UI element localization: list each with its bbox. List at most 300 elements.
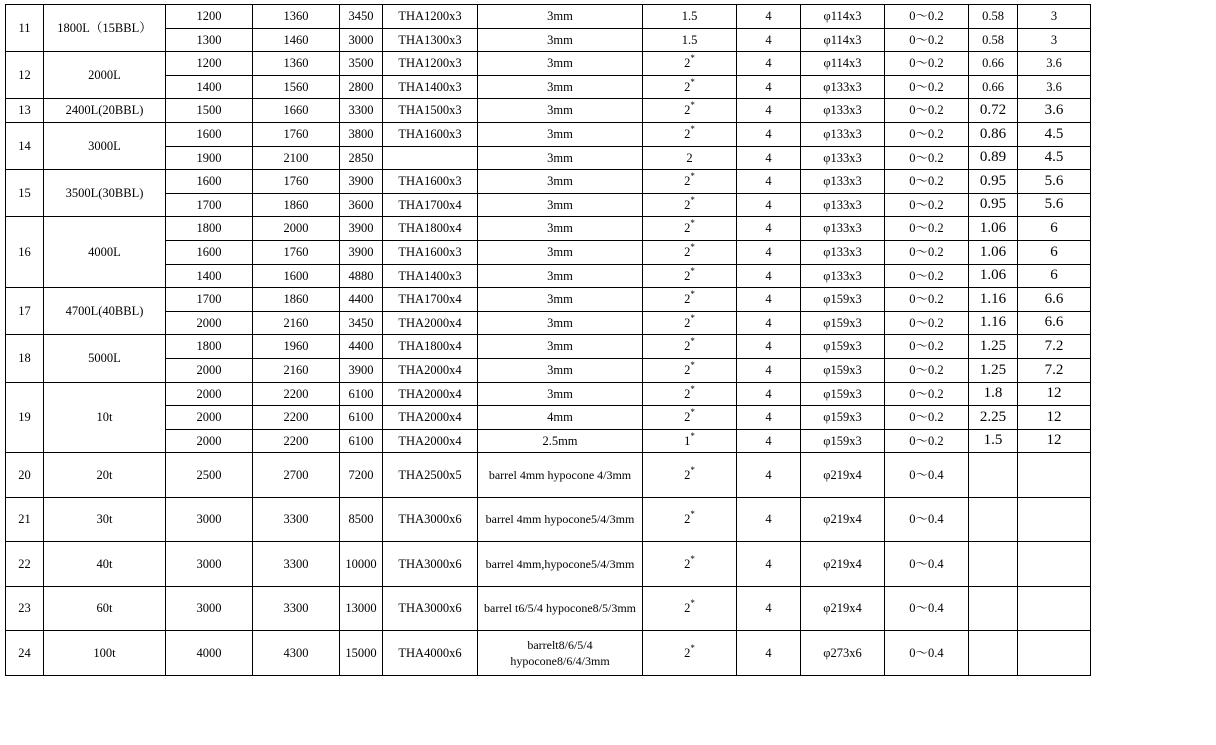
cell-legs: 4 — [737, 335, 801, 359]
cell-legs: 4 — [737, 311, 801, 335]
cell-pipe: φ273x6 — [801, 631, 885, 676]
cell-power: 1.8 — [969, 382, 1018, 406]
pressure-note-mark: * — [690, 360, 695, 371]
cell-power — [969, 497, 1018, 542]
pressure-value: 2 — [684, 197, 691, 212]
pressure-note-mark: * — [690, 194, 695, 205]
cell-outer-diameter: 2200 — [253, 406, 340, 430]
cell-range: 0～0.2 — [885, 382, 969, 406]
pressure-note-mark: * — [690, 312, 695, 323]
cell-pipe: φ219x4 — [801, 586, 885, 631]
cell-range: 0～0.2 — [885, 264, 969, 288]
pressure-note-mark: * — [690, 171, 695, 182]
cell-outer-diameter: 1360 — [253, 5, 340, 29]
cell-height: 10000 — [340, 542, 383, 587]
cell-model: 40t — [44, 542, 166, 587]
table-row — [6, 382, 1091, 406]
cell-pipe: φ159x3 — [801, 311, 885, 335]
pressure-value: 2 — [684, 79, 691, 94]
cell-weight: 7.2 — [1018, 335, 1091, 359]
cell-legs: 4 — [737, 217, 801, 241]
cell-head: THA1400x3 — [383, 75, 478, 99]
cell-head: THA1600x3 — [383, 240, 478, 264]
table-row — [6, 358, 1091, 382]
cell-weight: 6.6 — [1018, 288, 1091, 312]
pressure-note-mark: * — [690, 509, 695, 520]
pressure-value: 2 — [684, 56, 691, 71]
cell-thickness: 3mm — [478, 52, 643, 76]
cell-range: 0～0.2 — [885, 406, 969, 430]
cell-weight: 4.5 — [1018, 146, 1091, 170]
cell-power — [969, 631, 1018, 676]
cell-power: 0.95 — [969, 193, 1018, 217]
pressure-note-mark: * — [690, 265, 695, 276]
cell-thickness: 3mm — [478, 311, 643, 335]
cell-power — [969, 542, 1018, 587]
cell-no: 13 — [6, 99, 44, 123]
cell-weight: 3.6 — [1018, 75, 1091, 99]
pressure-value: 2 — [684, 339, 691, 354]
cell-thickness: barrel 4mm hypocone5/4/3mm — [478, 497, 643, 542]
pressure-value: 2 — [686, 150, 693, 165]
cell-height: 3900 — [340, 217, 383, 241]
cell-power: 0.95 — [969, 170, 1018, 194]
cell-outer-diameter: 1460 — [253, 28, 340, 52]
pressure-value: 1.5 — [681, 32, 698, 47]
cell-no: 14 — [6, 122, 44, 169]
cell-range: 0～0.2 — [885, 170, 969, 194]
cell-diameter: 1800 — [166, 217, 253, 241]
cell-outer-diameter: 2100 — [253, 146, 340, 170]
cell-weight — [1018, 542, 1091, 587]
cell-weight: 5.6 — [1018, 193, 1091, 217]
cell-thickness: 4mm — [478, 406, 643, 430]
pressure-note-mark: * — [690, 218, 695, 229]
cell-weight: 3 — [1018, 5, 1091, 29]
pressure-value: 2 — [684, 268, 691, 283]
cell-height: 3800 — [340, 122, 383, 146]
cell-no: 23 — [6, 586, 44, 631]
cell-height: 3000 — [340, 28, 383, 52]
cell-pressure — [643, 311, 737, 335]
cell-model: 30t — [44, 497, 166, 542]
cell-thickness: 3mm — [478, 170, 643, 194]
cell-weight — [1018, 453, 1091, 498]
cell-no: 15 — [6, 170, 44, 217]
pressure-note-mark: * — [690, 242, 695, 253]
cell-thickness: 3mm — [478, 146, 643, 170]
cell-diameter: 1200 — [166, 52, 253, 76]
cell-diameter: 2500 — [166, 453, 253, 498]
cell-power: 2.25 — [969, 406, 1018, 430]
cell-model: 3500L(30BBL) — [44, 170, 166, 217]
cell-pipe: φ219x4 — [801, 497, 885, 542]
cell-model: 5000L — [44, 335, 166, 382]
cell-pipe: φ219x4 — [801, 453, 885, 498]
cell-head: THA1700x4 — [383, 288, 478, 312]
pressure-note-mark: * — [690, 76, 695, 87]
cell-legs: 4 — [737, 631, 801, 676]
cell-pressure — [643, 264, 737, 288]
cell-thickness: 3mm — [478, 240, 643, 264]
pressure-value: 2 — [684, 645, 691, 660]
pressure-value: 2 — [684, 601, 691, 616]
cell-thickness: barrel 4mm,hypocone5/4/3mm — [478, 542, 643, 587]
cell-range: 0～0.2 — [885, 75, 969, 99]
cell-weight — [1018, 497, 1091, 542]
cell-pipe: φ219x4 — [801, 542, 885, 587]
spec-table-body — [6, 5, 1091, 676]
cell-weight: 6 — [1018, 217, 1091, 241]
cell-no: 17 — [6, 288, 44, 335]
cell-height: 15000 — [340, 631, 383, 676]
cell-pressure — [643, 240, 737, 264]
cell-range: 0～0.2 — [885, 429, 969, 453]
cell-pipe: φ159x3 — [801, 358, 885, 382]
cell-model: 4700L(40BBL) — [44, 288, 166, 335]
cell-height: 3900 — [340, 358, 383, 382]
cell-weight: 12 — [1018, 406, 1091, 430]
cell-power: 0.89 — [969, 146, 1018, 170]
table-row — [6, 311, 1091, 335]
cell-range: 0～0.2 — [885, 52, 969, 76]
cell-pressure — [643, 170, 737, 194]
cell-outer-diameter: 4300 — [253, 631, 340, 676]
table-row — [6, 429, 1091, 453]
cell-head: THA3000x6 — [383, 542, 478, 587]
pressure-note-mark: * — [690, 407, 695, 418]
cell-weight: 12 — [1018, 429, 1091, 453]
cell-legs: 4 — [737, 429, 801, 453]
cell-range: 0～0.2 — [885, 146, 969, 170]
cell-legs: 4 — [737, 52, 801, 76]
cell-outer-diameter: 2160 — [253, 311, 340, 335]
cell-pipe: φ159x3 — [801, 382, 885, 406]
cell-range: 0～0.2 — [885, 28, 969, 52]
cell-weight: 3.6 — [1018, 52, 1091, 76]
cell-outer-diameter: 1760 — [253, 240, 340, 264]
pressure-note-mark: * — [690, 430, 695, 441]
table-row — [6, 264, 1091, 288]
cell-pressure — [643, 358, 737, 382]
cell-diameter: 1800 — [166, 335, 253, 359]
cell-head: THA3000x6 — [383, 586, 478, 631]
pressure-note-mark: * — [690, 598, 695, 609]
cell-weight: 6.6 — [1018, 311, 1091, 335]
cell-model: 4000L — [44, 217, 166, 288]
cell-diameter: 1600 — [166, 240, 253, 264]
table-row — [6, 497, 1091, 542]
cell-outer-diameter: 1960 — [253, 335, 340, 359]
cell-head: THA2000x4 — [383, 311, 478, 335]
cell-thickness: 3mm — [478, 288, 643, 312]
table-row — [6, 75, 1091, 99]
cell-power: 0.58 — [969, 5, 1018, 29]
cell-range: 0～0.2 — [885, 217, 969, 241]
pressure-value: 2 — [684, 386, 691, 401]
cell-pressure — [643, 382, 737, 406]
cell-model: 10t — [44, 382, 166, 453]
cell-weight: 3.6 — [1018, 99, 1091, 123]
cell-model: 2000L — [44, 52, 166, 99]
cell-pipe: φ133x3 — [801, 240, 885, 264]
cell-height: 4880 — [340, 264, 383, 288]
pressure-note-mark: * — [690, 464, 695, 475]
table-row — [6, 631, 1091, 676]
cell-height: 3600 — [340, 193, 383, 217]
cell-thickness: 3mm — [478, 122, 643, 146]
cell-pipe: φ159x3 — [801, 335, 885, 359]
pressure-note-mark: * — [690, 383, 695, 394]
cell-pipe: φ133x3 — [801, 75, 885, 99]
cell-thickness: 3mm — [478, 264, 643, 288]
cell-model: 3000L — [44, 122, 166, 169]
cell-thickness: barrelt8/6/5/4 hypocone8/6/4/3mm — [478, 631, 643, 676]
cell-power: 1.5 — [969, 429, 1018, 453]
table-row — [6, 406, 1091, 430]
table-row — [6, 170, 1091, 194]
cell-thickness: 3mm — [478, 75, 643, 99]
pressure-note-mark: * — [690, 53, 695, 64]
cell-power: 0.66 — [969, 52, 1018, 76]
cell-diameter: 3000 — [166, 497, 253, 542]
cell-legs: 4 — [737, 28, 801, 52]
cell-head: THA1600x3 — [383, 170, 478, 194]
cell-pipe: φ114x3 — [801, 28, 885, 52]
cell-range: 0～0.2 — [885, 99, 969, 123]
cell-legs: 4 — [737, 453, 801, 498]
cell-pressure — [643, 217, 737, 241]
cell-height: 4400 — [340, 288, 383, 312]
cell-legs: 4 — [737, 5, 801, 29]
cell-outer-diameter: 2200 — [253, 382, 340, 406]
cell-weight — [1018, 631, 1091, 676]
cell-head: THA1800x4 — [383, 335, 478, 359]
cell-power: 1.06 — [969, 217, 1018, 241]
cell-diameter: 1700 — [166, 193, 253, 217]
cell-no: 20 — [6, 453, 44, 498]
pressure-note-mark: * — [690, 289, 695, 300]
cell-no: 19 — [6, 382, 44, 453]
cell-pipe: φ114x3 — [801, 5, 885, 29]
table-row — [6, 5, 1091, 29]
cell-height: 2850 — [340, 146, 383, 170]
cell-height: 6100 — [340, 429, 383, 453]
cell-outer-diameter: 1760 — [253, 170, 340, 194]
cell-weight: 12 — [1018, 382, 1091, 406]
cell-pressure — [643, 193, 737, 217]
cell-power: 0.86 — [969, 122, 1018, 146]
cell-diameter: 2000 — [166, 429, 253, 453]
cell-power: 0.66 — [969, 75, 1018, 99]
cell-thickness: 3mm — [478, 5, 643, 29]
pressure-value: 1.5 — [681, 9, 698, 24]
cell-legs: 4 — [737, 358, 801, 382]
cell-pipe: φ133x3 — [801, 122, 885, 146]
cell-legs: 4 — [737, 288, 801, 312]
cell-power: 1.06 — [969, 264, 1018, 288]
cell-range: 0～0.2 — [885, 240, 969, 264]
cell-pressure — [643, 122, 737, 146]
cell-height: 8500 — [340, 497, 383, 542]
cell-no: 12 — [6, 52, 44, 99]
cell-range: 0～0.2 — [885, 5, 969, 29]
cell-outer-diameter: 1860 — [253, 193, 340, 217]
cell-pressure — [643, 406, 737, 430]
cell-diameter: 1600 — [166, 170, 253, 194]
cell-height: 3500 — [340, 52, 383, 76]
cell-range: 0～0.4 — [885, 631, 969, 676]
pressure-note-mark: * — [690, 100, 695, 111]
cell-diameter: 1500 — [166, 99, 253, 123]
table-row — [6, 28, 1091, 52]
cell-legs: 4 — [737, 240, 801, 264]
cell-pressure — [643, 497, 737, 542]
cell-no: 22 — [6, 542, 44, 587]
pressure-value: 2 — [684, 512, 691, 527]
cell-diameter: 1200 — [166, 5, 253, 29]
pressure-value: 2 — [684, 292, 691, 307]
cell-diameter: 1600 — [166, 122, 253, 146]
cell-pressure — [643, 429, 737, 453]
cell-pressure — [643, 453, 737, 498]
cell-head: THA4000x6 — [383, 631, 478, 676]
pressure-value: 2 — [684, 467, 691, 482]
cell-thickness: 3mm — [478, 217, 643, 241]
pressure-value: 2 — [684, 363, 691, 378]
cell-outer-diameter: 2200 — [253, 429, 340, 453]
cell-no: 21 — [6, 497, 44, 542]
cell-outer-diameter: 1660 — [253, 99, 340, 123]
cell-power: 1.25 — [969, 358, 1018, 382]
cell-power — [969, 453, 1018, 498]
table-row — [6, 542, 1091, 587]
cell-legs: 4 — [737, 264, 801, 288]
cell-head: THA1200x3 — [383, 52, 478, 76]
cell-weight — [1018, 586, 1091, 631]
cell-range: 0～0.2 — [885, 288, 969, 312]
cell-head: THA2500x5 — [383, 453, 478, 498]
cell-thickness: 3mm — [478, 28, 643, 52]
cell-pressure — [643, 542, 737, 587]
cell-diameter: 1300 — [166, 28, 253, 52]
cell-no: 18 — [6, 335, 44, 382]
pressure-note-mark: * — [690, 124, 695, 135]
cell-pressure — [643, 28, 737, 52]
table-row — [6, 146, 1091, 170]
cell-height: 3300 — [340, 99, 383, 123]
cell-thickness: 2.5mm — [478, 429, 643, 453]
table-row — [6, 193, 1091, 217]
cell-thickness: 3mm — [478, 193, 643, 217]
pressure-value: 2 — [684, 127, 691, 142]
cell-pressure — [643, 335, 737, 359]
cell-height: 6100 — [340, 406, 383, 430]
pressure-value: 1 — [684, 433, 691, 448]
table-row — [6, 122, 1091, 146]
cell-power: 1.25 — [969, 335, 1018, 359]
cell-height: 4400 — [340, 335, 383, 359]
cell-height: 13000 — [340, 586, 383, 631]
table-row — [6, 586, 1091, 631]
cell-weight: 5.6 — [1018, 170, 1091, 194]
cell-legs: 4 — [737, 75, 801, 99]
cell-diameter: 3000 — [166, 542, 253, 587]
cell-pressure — [643, 75, 737, 99]
cell-weight: 6 — [1018, 240, 1091, 264]
pressure-value: 2 — [684, 315, 691, 330]
cell-pressure — [643, 99, 737, 123]
pressure-value: 2 — [684, 410, 691, 425]
cell-diameter: 4000 — [166, 631, 253, 676]
cell-outer-diameter: 1560 — [253, 75, 340, 99]
cell-legs: 4 — [737, 382, 801, 406]
cell-legs: 4 — [737, 542, 801, 587]
cell-diameter: 1400 — [166, 75, 253, 99]
cell-range: 0～0.4 — [885, 542, 969, 587]
cell-pipe: φ133x3 — [801, 99, 885, 123]
cell-head: THA1200x3 — [383, 5, 478, 29]
pressure-value: 2 — [684, 245, 691, 260]
cell-diameter: 2000 — [166, 358, 253, 382]
cell-power: 0.58 — [969, 28, 1018, 52]
cell-model: 2400L(20BBL) — [44, 99, 166, 123]
cell-pipe: φ133x3 — [801, 217, 885, 241]
cell-pipe: φ159x3 — [801, 406, 885, 430]
cell-outer-diameter: 1760 — [253, 122, 340, 146]
cell-pressure — [643, 146, 737, 170]
cell-model: 60t — [44, 586, 166, 631]
cell-head: THA1600x3 — [383, 122, 478, 146]
cell-head: THA1700x4 — [383, 193, 478, 217]
cell-thickness: 3mm — [478, 335, 643, 359]
cell-range: 0～0.4 — [885, 453, 969, 498]
cell-height: 6100 — [340, 382, 383, 406]
cell-model: 1800L（15BBL） — [44, 5, 166, 52]
cell-outer-diameter: 2700 — [253, 453, 340, 498]
table-row — [6, 240, 1091, 264]
cell-pressure — [643, 52, 737, 76]
spec-table — [5, 4, 1091, 676]
table-row — [6, 52, 1091, 76]
cell-head: THA2000x4 — [383, 429, 478, 453]
cell-legs: 4 — [737, 170, 801, 194]
cell-weight: 3 — [1018, 28, 1091, 52]
cell-legs: 4 — [737, 193, 801, 217]
cell-weight: 6 — [1018, 264, 1091, 288]
cell-pipe: φ159x3 — [801, 288, 885, 312]
cell-pressure — [643, 5, 737, 29]
cell-diameter: 1400 — [166, 264, 253, 288]
table-row — [6, 288, 1091, 312]
cell-height: 3450 — [340, 5, 383, 29]
table-row — [6, 453, 1091, 498]
table-row — [6, 99, 1091, 123]
cell-legs: 4 — [737, 497, 801, 542]
cell-legs: 4 — [737, 146, 801, 170]
cell-head — [383, 146, 478, 170]
cell-pressure — [643, 288, 737, 312]
cell-height: 3450 — [340, 311, 383, 335]
cell-head: THA1400x3 — [383, 264, 478, 288]
cell-range: 0～0.2 — [885, 358, 969, 382]
table-row — [6, 217, 1091, 241]
cell-diameter: 2000 — [166, 311, 253, 335]
cell-thickness: barrel 4mm hypocone 4/3mm — [478, 453, 643, 498]
cell-thickness: 3mm — [478, 99, 643, 123]
cell-thickness: barrel t6/5/4 hypocone8/5/3mm — [478, 586, 643, 631]
cell-head: THA2000x4 — [383, 382, 478, 406]
